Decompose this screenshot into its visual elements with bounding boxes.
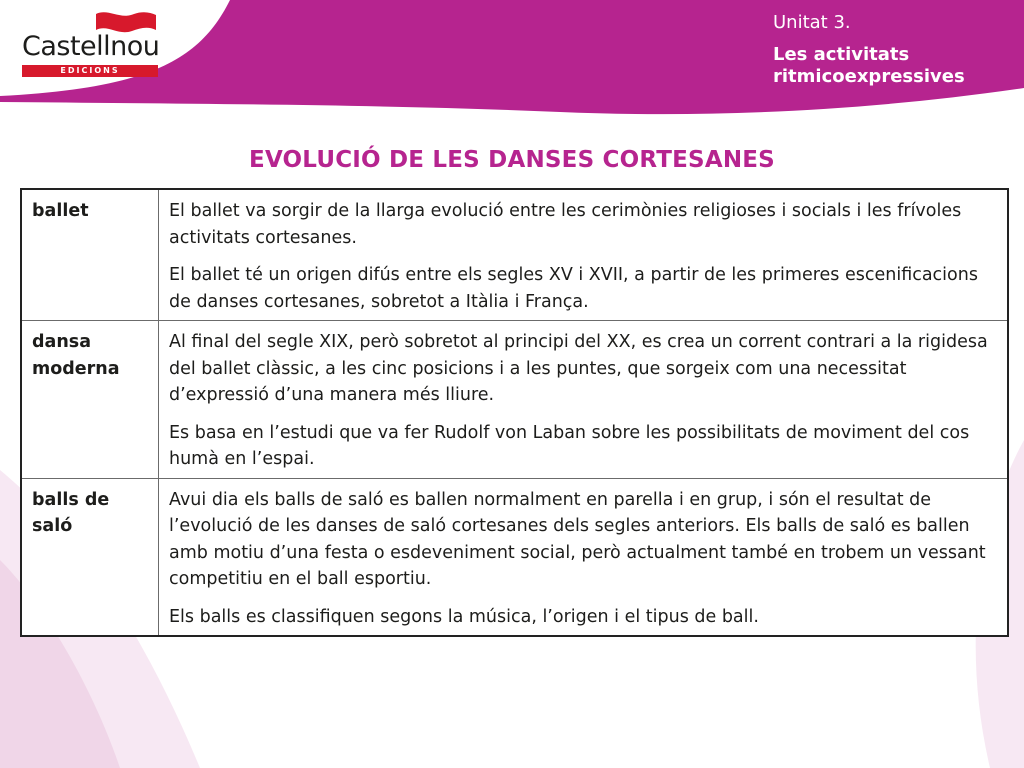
term-cell: ballet	[21, 189, 159, 321]
unit-number: Unitat 3.	[773, 12, 851, 33]
table-row	[21, 189, 1008, 321]
definition-paragraph: El ballet va sorgir de la llarga evolució entre les cerimònies religioses i socials i les frívoles activitats cortesanes.	[169, 201, 962, 248]
definition-paragraph: Es basa en l’estudi que va fer Rudolf von Laban sobre les possibilitats de moviment del cos humà en l’espai.	[169, 422, 970, 469]
slide-title: EVOLUCIÓ DE LES DANSES CORTESANES	[249, 147, 775, 173]
unit-heading	[773, 12, 1018, 88]
term-cell: balls de saló	[21, 478, 159, 636]
definition-cell	[159, 189, 1009, 321]
dances-table	[20, 188, 1009, 637]
logo-subline: EDICIONS	[22, 65, 158, 77]
term-cell: dansa moderna	[21, 321, 159, 479]
definition-cell	[159, 321, 1009, 479]
logo-brand-text: Castellnou	[22, 31, 160, 62]
definition-paragraph: El ballet té un origen difús entre els segles XV i XVII, a partir de les primeres escenificacions de danses cortesanes, sobretot a Itàlia i França.	[169, 265, 978, 312]
table-row	[21, 478, 1008, 636]
definition-cell	[159, 478, 1009, 636]
table-row	[21, 321, 1008, 479]
definition-paragraph: Avui dia els balls de saló es ballen normalment en parella i en grup, i són el resultat de l’evolució de les danses de saló cortesanes dels segles anteriors. Els balls de saló es ballen amb motiu d’una festa o esdeveniment social, però actualment també en trobem un vessant competitiu en el ball esportiu.	[169, 489, 986, 589]
castellnou-logo	[22, 10, 162, 78]
definition-paragraph: Al final del segle XIX, però sobretot al principi del XX, es crea un corrent contrari a la rigidesa del ballet clàssic, a les cinc posicions i a les puntes, que sorgeix com una necessitat d’expressió d’una manera més lliure.	[169, 332, 988, 405]
definition-paragraph: Els balls es classifiquen segons la música, l’origen i el tipus de ball.	[169, 606, 759, 627]
unit-title: Les activitats ritmicoexpressives	[773, 44, 965, 87]
